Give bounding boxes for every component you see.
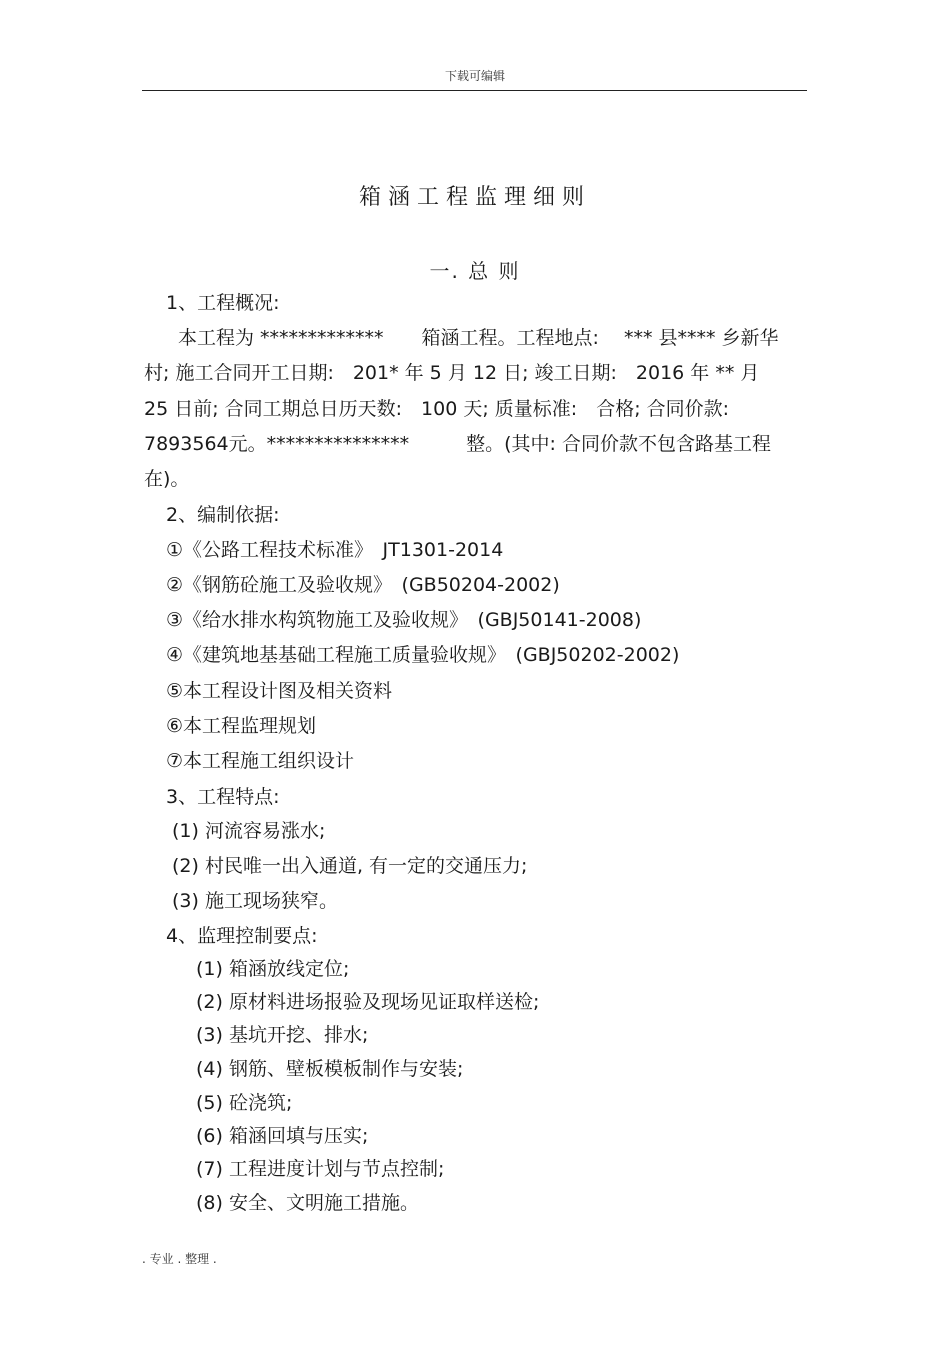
basis-item: ①《公路工程技术标准》 JT1301-2014 bbox=[166, 539, 504, 561]
control-item: (3) 基坑开挖、排水; bbox=[196, 1024, 369, 1046]
header-rule bbox=[142, 90, 807, 91]
control-item: (1) 箱涵放线定位; bbox=[196, 958, 350, 980]
section-title: 一. 总 则 bbox=[429, 259, 521, 283]
basis-item: ⑥本工程监理规划 bbox=[166, 715, 317, 737]
basis-item: ⑤本工程设计图及相关资料 bbox=[166, 680, 393, 702]
feature-item: (1) 河流容易涨水; bbox=[172, 820, 326, 842]
overview-heading: 1、工程概况: bbox=[166, 292, 280, 314]
control-item: (2) 原材料进场报验及现场见证取样送检; bbox=[196, 991, 540, 1013]
control-heading: 4、监理控制要点: bbox=[166, 925, 318, 947]
feature-item: (3) 施工现场狭窄。 bbox=[172, 890, 338, 912]
feature-item: (2) 村民唯一出入通道, 有一定的交通压力; bbox=[172, 855, 528, 877]
control-item: (6) 箱涵回填与压实; bbox=[196, 1125, 369, 1147]
control-item: (4) 钢筋、壁板模板制作与安装; bbox=[196, 1058, 464, 1080]
basis-item: ②《钢筋砼施工及验收规》 (GB50204-2002) bbox=[166, 574, 560, 596]
overview-line: 25 日前; 合同工期总日历天数: 100 天; 质量标准: 合格; 合同价款: bbox=[144, 398, 730, 420]
overview-line: 村; 施工合同开工日期: 201* 年 5 月 12 日; 竣工日期: 2016 年 ** 月 bbox=[144, 362, 760, 384]
features-heading: 3、工程特点: bbox=[166, 786, 280, 808]
overview-line: 本工程为 ************* 箱涵工程。工程地点: *** 县**** 乡新华 bbox=[178, 327, 779, 349]
document-title: 箱涵工程监理细则 bbox=[358, 185, 591, 210]
basis-item: ⑦本工程施工组织设计 bbox=[166, 750, 355, 772]
basis-item: ③《给水排水构筑物施工及验收规》 (GBJ50141-2008) bbox=[166, 609, 642, 631]
basis-item: ④《建筑地基基础工程施工质量验收规》 (GBJ50202-2002) bbox=[166, 644, 680, 666]
overview-line: 在)。 bbox=[144, 468, 190, 490]
overview-line: 7893564元。*************** 整。(其中: 合同价款不包含路基工程 bbox=[144, 433, 771, 455]
page-header: 下载可编辑 bbox=[444, 69, 505, 83]
control-item: (7) 工程进度计划与节点控制; bbox=[196, 1158, 445, 1180]
page-footer: . 专业 . 整理 . bbox=[142, 1252, 217, 1266]
control-item: (5) 砼浇筑; bbox=[196, 1092, 293, 1114]
control-item: (8) 安全、文明施工措施。 bbox=[196, 1192, 419, 1214]
basis-heading: 2、编制依据: bbox=[166, 504, 280, 526]
